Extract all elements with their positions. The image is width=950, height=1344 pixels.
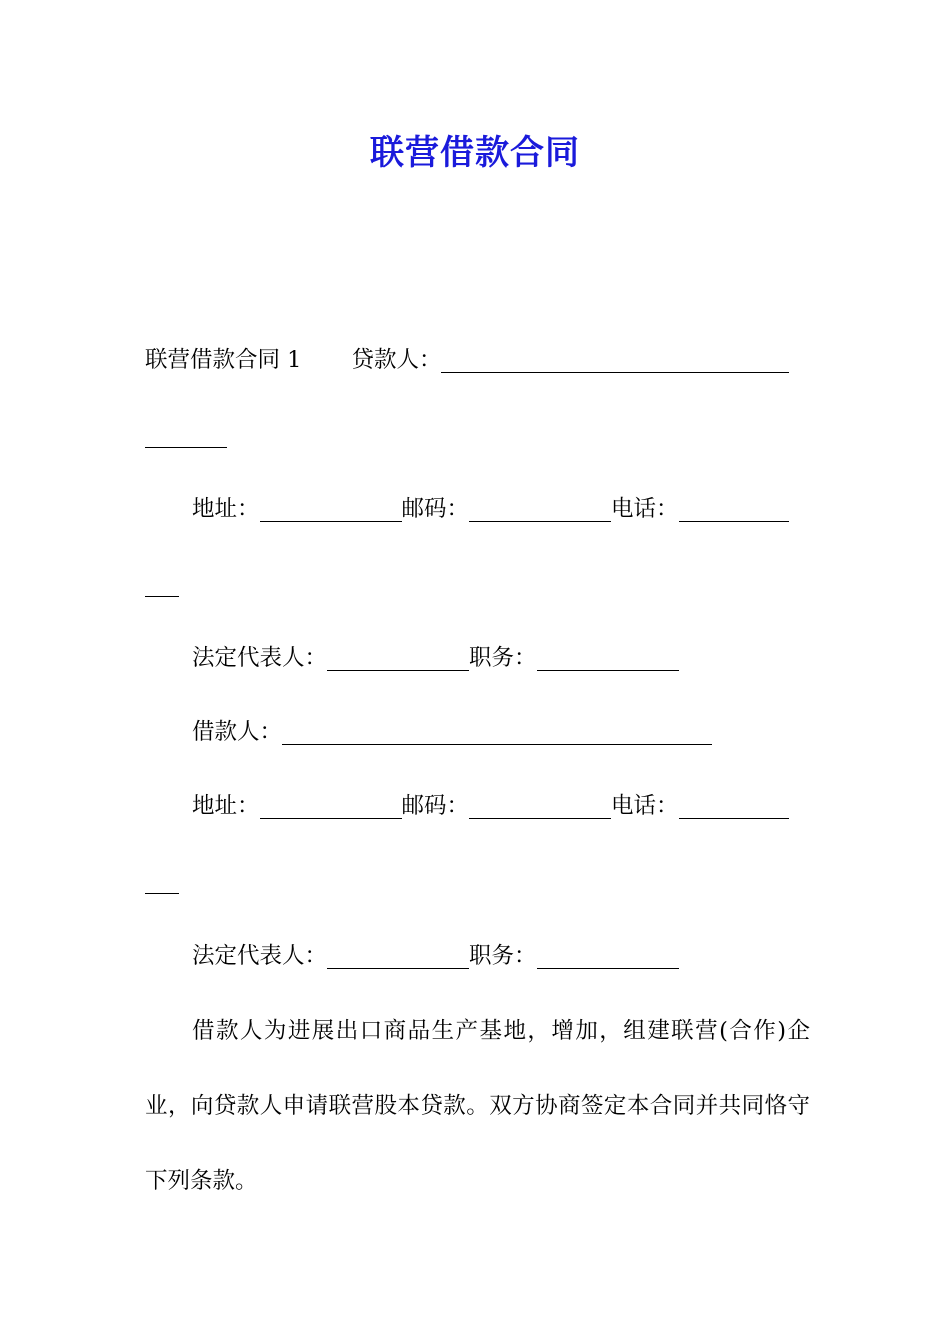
lender-label: 贷款人： bbox=[351, 347, 442, 373]
lender-position-label: 职务： bbox=[469, 645, 537, 671]
lender-rep-blank bbox=[327, 646, 469, 671]
lender-address-blank bbox=[260, 497, 402, 522]
lender-postcode-label: 邮码： bbox=[401, 496, 470, 522]
lender-rep-line bbox=[192, 638, 810, 678]
lender-address-line bbox=[192, 489, 810, 529]
borrower-phone-label: 电话： bbox=[611, 793, 679, 819]
lender-continuation-line bbox=[145, 415, 810, 455]
lender-line bbox=[145, 340, 810, 380]
lender-rep-label: 法定代表人： bbox=[192, 645, 328, 671]
lender-phone-label: 电话： bbox=[611, 496, 679, 522]
borrower-rep-line bbox=[192, 936, 810, 976]
borrower-postcode-blank bbox=[469, 794, 611, 819]
borrower-label: 借款人： bbox=[192, 719, 283, 745]
document-title: 联营借款合同 bbox=[370, 133, 580, 173]
lender-phone-continuation-line bbox=[145, 564, 810, 604]
borrower-rep-label: 法定代表人： bbox=[192, 943, 328, 969]
borrower-address-label: 地址： bbox=[192, 793, 260, 819]
borrower-address-line bbox=[192, 786, 810, 826]
borrower-rep-blank bbox=[327, 944, 469, 969]
lender-phone-blank bbox=[679, 497, 789, 522]
contract-body-paragraph: 借款人为进展出口商品生产基地，增加，组建联营(合作)企业，向贷款人申请联营股本贷款。双方协商签定本合同并共同恪守下列条款。 bbox=[145, 1018, 810, 1194]
borrower-position-blank bbox=[537, 944, 679, 969]
lender-phone-blank-continued bbox=[145, 572, 179, 597]
lender-blank bbox=[441, 348, 789, 373]
borrower-line bbox=[192, 712, 810, 752]
lender-address-label: 地址： bbox=[192, 496, 260, 522]
borrower-phone-continuation-line bbox=[145, 861, 810, 901]
borrower-phone-blank bbox=[679, 794, 789, 819]
borrower-position-label: 职务： bbox=[469, 943, 537, 969]
contract-heading-label: 联营借款合同 1 bbox=[145, 347, 302, 373]
borrower-blank bbox=[282, 720, 712, 745]
lender-blank-continued bbox=[145, 423, 227, 448]
lender-position-blank bbox=[537, 646, 679, 671]
borrower-address-blank bbox=[260, 794, 402, 819]
lender-postcode-blank bbox=[469, 497, 611, 522]
borrower-postcode-label: 邮码： bbox=[401, 793, 470, 819]
borrower-phone-blank-continued bbox=[145, 869, 179, 894]
